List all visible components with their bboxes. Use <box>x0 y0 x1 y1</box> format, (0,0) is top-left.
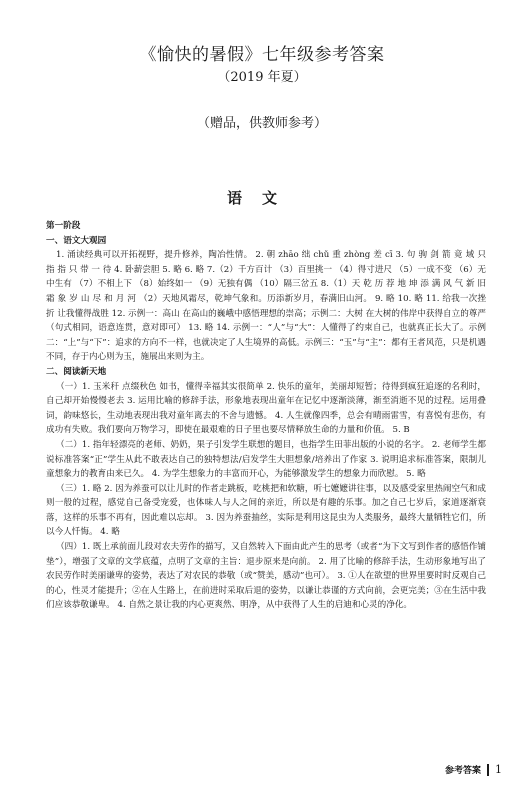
reading-answer-2: （二）1. 指年轻漂亮的老师、奶奶，果子引发学生联想的题目，也指学生田菲出版的小说的名字。 2. 老师学生都说标准答案“正”学生从此不敢表达自己的独特想法/启发学生大胆想象/培养出了作家 3. 说明追求标准答案，限制儿童想象力的教育由来已久。 4. 为学生想象力的丰富而开心，为能够激发学生的想象力而欣慰。 5. 略 <box>46 439 486 480</box>
subject-heading: 语文 <box>226 189 297 207</box>
document-subtitle: （2019 年夏） <box>217 70 307 85</box>
reading-answer-1: （一）1. 玉米秆 点缀秋色 如书，懂得幸福其实很简单 2. 快乐的童年，美丽却短暂；待得到疯狂追逐的名利时，自己却开始慢慢老去 3. 运用比喻的修辞手法，形象地表现出童年在记忆中逐渐淡薄，渐至消逝不见的过程。运用叠词，韵味悠长，生动地表现出我对童年离去的不舍与遗憾。 4. 人生就像四季，总会有晴雨雷雪，有喜悦有悲伤，有成功有失败。我们要向万物学习，即使在最艰难的日子里也要尽情释放生命的力量和价值。 5. B <box>46 381 486 436</box>
page-number: 1 <box>495 763 502 776</box>
footer-divider <box>487 764 489 776</box>
footer-label: 参考答案 <box>444 766 481 776</box>
document-title: 《愉快的暑假》七年级参考答案 <box>139 45 385 65</box>
section-paragraph: 1. 涌读经典可以开拓视野，提升修养，陶冶性情。 2. 朝 zhāo 绌 chǔ 重 zhòng 差 cī 3. 句 驹 剑 箭 竟 域 只 指 指 只 带 一 待 4. 卧薪尝胆 5. 略 6. 略 7.（2）千方百计 （3）百里挑一 （4）得寸进尺 （5）一成不变 （6）无中生有 （7）不相上下 （8）始终如一 （9）无独有偶 （10）隔三岔五 8.（1）天 乾 历 荐 地 坤 添 满 风 气 新 旧 霜 象 岁 山 尽 和 月 河 （2）天地风霜尽，乾坤气象和。历添新岁月，春满旧山河。 9. 略 10. 略 11. 给我一次挫折 让我懂得战胜 12. 示例一：高山 在高山的巍峨中感悟理想的崇高；示例二：大树 在大树的伟岸中获得自立的尊严（句式相同，语意连贯，意对即可） 13. 略 14. 示例一：“人”与“大”：人懂得了约束自己，也就真正长大了。示例二：“上”与“下”：追求的方向不一样，也就决定了人生境界的高低。示例三：“玉”与“主”：都有王者风范，只是机遇不同，存于内心则为玉，施展出来则为主。 <box>46 250 486 363</box>
section-heading-2: 二、阅读新天地 <box>46 366 107 377</box>
reading-answer-3: （三）1. 略 2. 因为养蚕可以让儿时的作者走跳板，吃桃把和软糖，听七嬷嬷讲往事，以及感受家里热闹空气和成则一般的过程，感觉自己备受宠爱，也体味人与人之间的亲近，所以是有趣的乐事。加之自己七岁后，家道逐渐衰落，这样的乐事不再有，因此难以忘却。 3. 因为养蚕抽丝，实际是利用这昆虫为人类服务，最终大量牺牲它们，所以今人忏悔。 4. 略 <box>46 483 486 538</box>
stage-heading: 第一阶段 <box>46 221 81 231</box>
page-footer <box>445 763 502 776</box>
gift-note: （赠品，供教师参考） <box>196 116 327 131</box>
reading-answer-4: （四）1. 既上承前面儿段对农夫劳作的描写，又自然转入下面由此产生的思考（或者“为下文写到作者的感悟作铺垫”），增强了文章的文学底蕴，点明了文章的主旨：退步原来是向前。 2. 用了比喻的修辞手法，生动形象地写出了农民劳作时美丽谦卑的姿势，表达了对农民的恭敬（或“赞美，感动”也可）。 3. ①人在欲望的世界里要时时反观自己的心，性灵才能提升；②在人生路上，在前进时采取后退的姿势，以谦让恭谨的方式向前，会更完美；③在生活中我们应该恭敬谦卑。 4. 自然之景让我的内心更爽然、明净，从中获得了人生的启迪和心灵的净化。 <box>46 542 486 611</box>
section-heading-1: 一、语文大观园 <box>46 235 107 246</box>
answer-content <box>46 219 486 613</box>
